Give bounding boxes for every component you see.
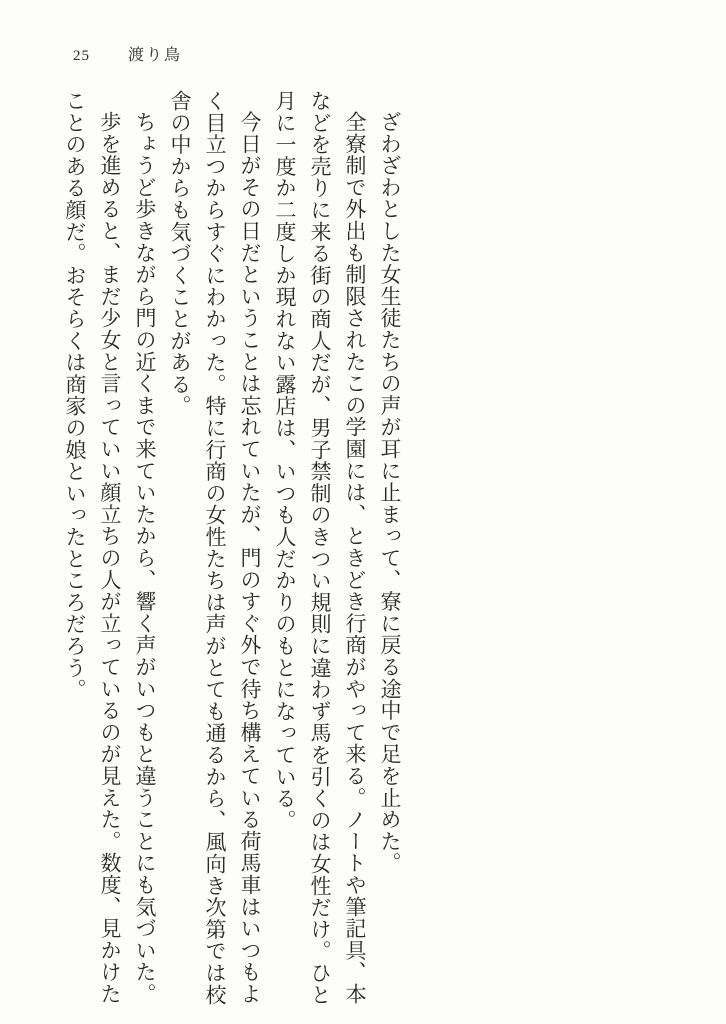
paragraph-2: 全寮制で外出も制限されたこの学園には、ときどき行商がやって来る。ノートや筆記具、本などを売りに来る街の商人だが、男子禁制のきつい規則に違わず馬を引くのは女性だけ。ひと月に一度か二度しか現れない露店は、いつも人だかりのもとになっている。 <box>273 90 367 1006</box>
page-number: 25 <box>73 48 90 64</box>
paragraph-1: ざわざわとした女生徒たちの声が耳に止まって、寮に戻る途中で足を止めた。 <box>378 111 402 874</box>
body-text <box>57 90 407 1010</box>
paragraph-5: 歩を進めると、まだ少女と言っていい顔立ちの人が立っているのが見えた。数度、見かけたことのある顔だ。おそらくは商家の娘といったところだろう。 <box>63 90 122 1005</box>
paragraph-4: ちょうど歩きながら門の近くまで来ていたから、響く声がいつもと違うことにも気づいた。 <box>133 111 157 1005</box>
running-head <box>73 42 182 65</box>
paragraph-3: 今日がその日だということは忘れていたが、門のすぐ外で待ち構えている荷馬車はいつもよく目立つからすぐにわかった。特に行商の女性たちは声がとても通るから、風向き次第では校舎の中からも気づくことがある。 <box>168 90 262 1006</box>
running-title: 渡り鳥 <box>128 47 183 64</box>
